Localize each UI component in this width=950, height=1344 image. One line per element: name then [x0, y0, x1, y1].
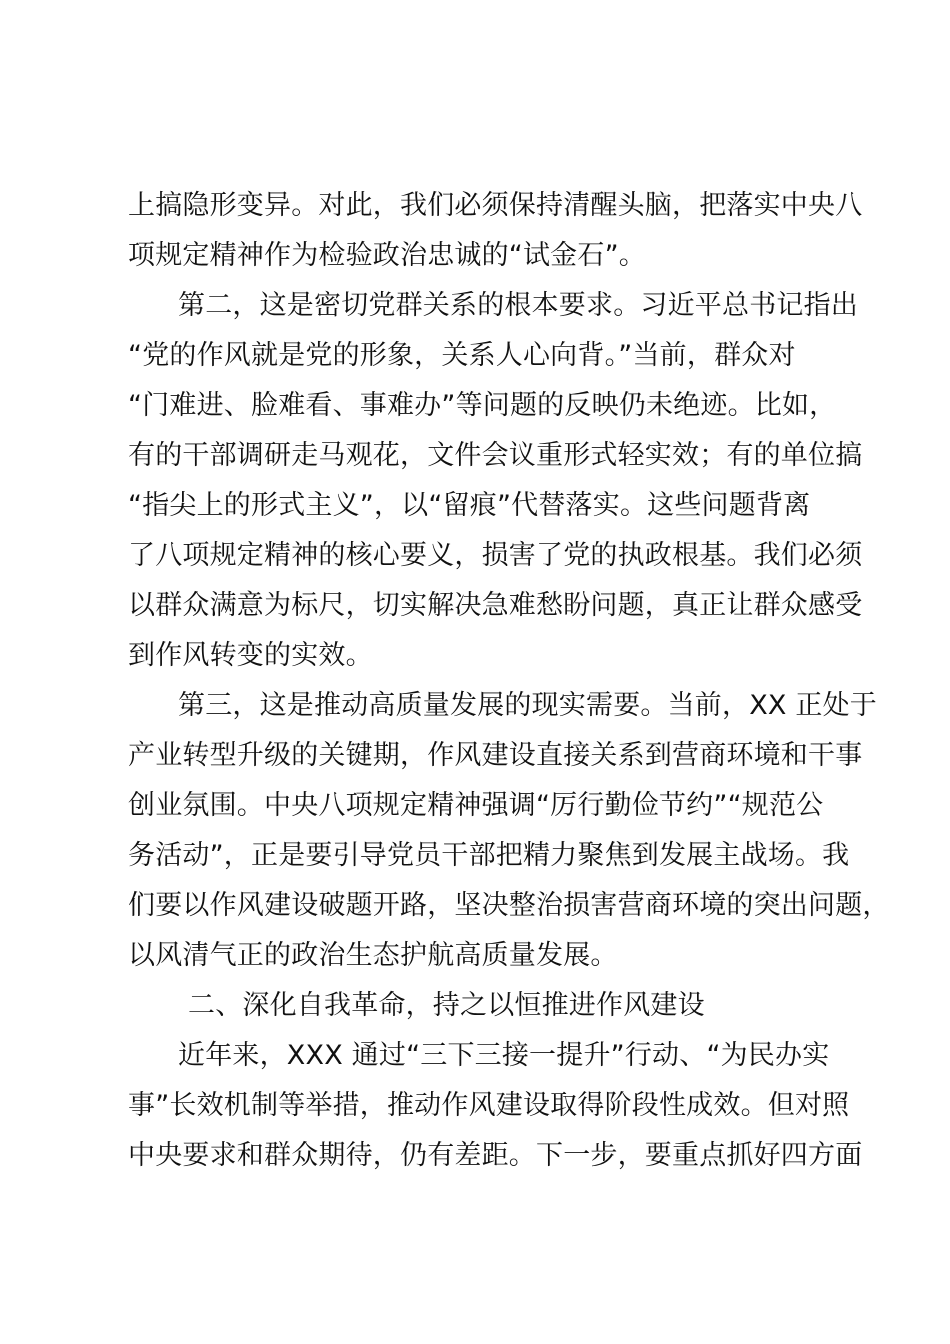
body-text-line: “门难进、脸难看、事难办”等问题的反映仍未绝迹。比如，	[128, 390, 837, 421]
body-text-line: 创业氛围。中央八项规定精神强调“厉行勤俭节约”“规范公	[128, 790, 824, 821]
body-text-line: 上搞隐形变异。对此，我们必须保持清醒头脑，把落实中央八	[128, 190, 863, 221]
section-heading: 二、深化自我革命，持之以恒推进作风建设	[188, 990, 705, 1021]
body-text-line: “党的作风就是党的形象，关系人心向背。”当前，群众对	[128, 340, 796, 371]
body-text-line: 事”长效机制等举措，推动作风建设取得阶段性成效。但对照	[128, 1090, 850, 1121]
body-text-line: 以风清气正的政治生态护航高质量发展。	[128, 940, 618, 971]
body-text-line: 中央要求和群众期待，仍有差距。下一步，要重点抓好四方面	[128, 1140, 863, 1171]
body-text-line: 务活动”，正是要引导党员干部把精力聚焦到发展主战场。我	[128, 840, 850, 871]
body-text-line: 以群众满意为标尺，切实解决急难愁盼问题，真正让群众感受	[128, 590, 863, 621]
body-text-line: 们要以作风建设破题开路，坚决整治损害营商环境的突出问题，	[128, 890, 890, 921]
body-text-line: 有的干部调研走马观花，文件会议重形式轻实效；有的单位搞	[128, 440, 863, 471]
body-text-line: “指尖上的形式主义”，以“留痕”代替落实。这些问题背离	[128, 490, 811, 521]
paragraph-start-line: 近年来，XXX 通过“三下三接一提升”行动、“为民办实	[178, 1040, 830, 1071]
paragraph-start-line: 第三，这是推动高质量发展的现实需要。当前，XX 正处于	[178, 690, 877, 721]
body-text-line: 项规定精神作为检验政治忠诚的“试金石”。	[128, 240, 646, 271]
body-text-line: 产业转型升级的关键期，作风建设直接关系到营商环境和干事	[128, 740, 863, 771]
body-text-line: 到作风转变的实效。	[128, 640, 373, 671]
body-text-line: 了八项规定精神的核心要义，损害了党的执政根基。我们必须	[128, 540, 863, 571]
paragraph-start-line: 第二，这是密切党群关系的根本要求。习近平总书记指出	[178, 290, 858, 321]
